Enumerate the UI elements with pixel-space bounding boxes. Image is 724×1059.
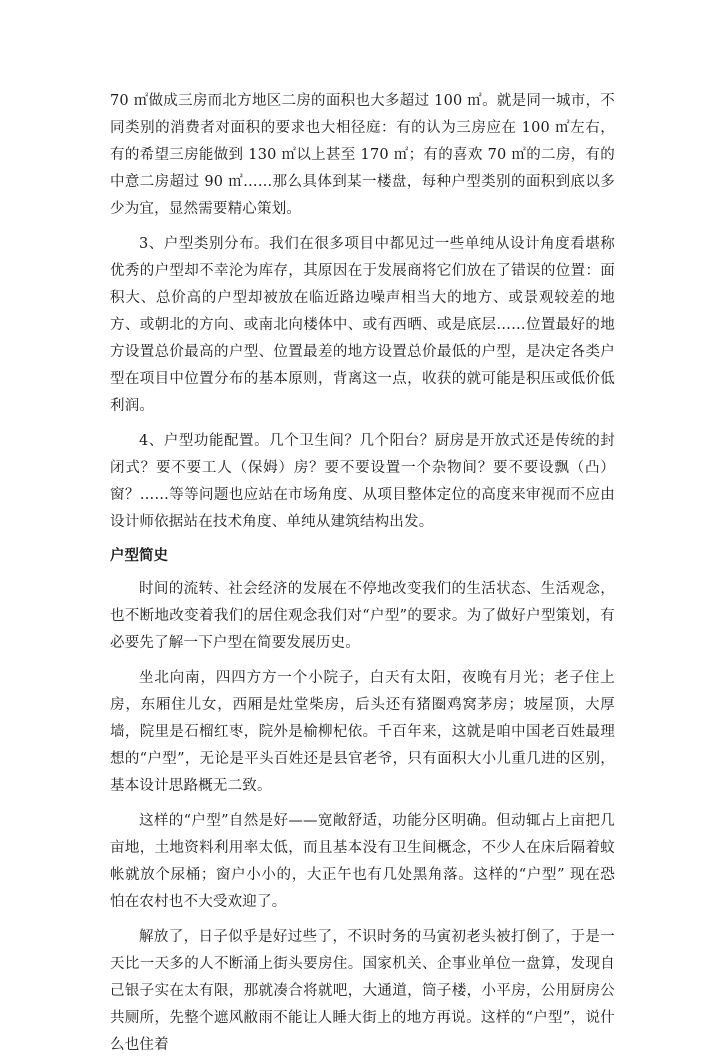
paragraph-unit-distribution: 3、户型类别分布。我们在很多项目中都见过一些单纯从设计角度看堪称优秀的户型却不幸沦为库存，其原因在于发展商将它们放在了错误的位置：面积大、总价高的户型却被放在临近路边噪声相当大的地方、或景观较差的地方、或朝北的方向、或南北向楼体中、或有西晒、或是底层……位置最好的地方设置总价最高的户型、位置最差的地方设置总价最低的户型，是决定各类户型在项目中位置分布的基本原则，背离这一点，收获的就可能是积压或低价低利润。 (110, 236, 615, 414)
paragraph-unit-functions: 4、户型功能配置。几个卫生间？几个阳台？厨房是开放式还是传统的封闭式？要不要工人（保姆）房？要不要设置一个杂物间？要不要设飘（凸）窗？……等等问题也应站在市场角度、从项目整体定位的高度来审视而不应由设计师依据站在技术角度、单纯从建筑结构出发。 (110, 433, 615, 530)
document-page (110, 88, 615, 1059)
section-heading: 户型简史 (110, 548, 168, 564)
paragraph-courtyard-drawbacks: 这样的“户型”自然是好——宽敞舒适，功能分区明确。但动辄占上亩把几亩地，土地资料利用率太低，而且基本没有卫生间概念，不少人在床后隔着蚊帐就放个尿桶；窗户小小的，大正午也有几处黑角落。这样的“户型” 现在恐怕在农村也不大受欢迎了。 (110, 813, 615, 910)
paragraph-courtyard: 坐北向南，四四方方一个小院子，白天有太阳，夜晚有月光；老子住上房，东厢住儿女，西厢是灶堂柴房，后头还有猪圈鸡窝茅房；坡屋顶，大厚墙，院里是石榴红枣，院外是榆柳杞依。千百年来，这就是咱中国老百姓最理想的“户型”，无论是平头百姓还是县官老爷，只有面积大小儿重几进的区别，基本设计思路概无二致。 (110, 670, 615, 794)
paragraph-post-liberation: 解放了，日子似乎是好过些了，不识时务的马寅初老头被打倒了，于是一天比一天多的人不断涌上街头要房住。国家机关、企事业单位一盘算，发现自己银子实在太有限，那就凑合将就吧，大通道，筒子楼，小平房，公用厨房公共厕所，先整个遮风敝雨不能让人睡大街上的地方再说。这样的“户型”，说什么也住着 (110, 929, 615, 1053)
paragraph-area-sizes: 70 ㎡做成三房而北方地区二房的面积也大多超过 100 ㎡。就是同一城市，不同类别的消费者对面积的要求也大相径庭：有的认为三房应在 100 ㎡左右，有的希望三房能做到 130 ㎡以上甚至 170 ㎡；有的喜欢 70 ㎡的二房，有的中意二房超过 90 ㎡……那么具体到某一楼盘，每种户型类别的面积到底以多少为宜，显然需要精心策划。 (110, 93, 615, 217)
paragraph-history-intro: 时间的流转、社会经济的发展在不停地改变我们的生活状态、生活观念，也不断地改变着我们的居住观念我们对“户型”的要求。为了做好户型策划，有必要先了解一下户型在简要发展历史。 (110, 581, 615, 651)
